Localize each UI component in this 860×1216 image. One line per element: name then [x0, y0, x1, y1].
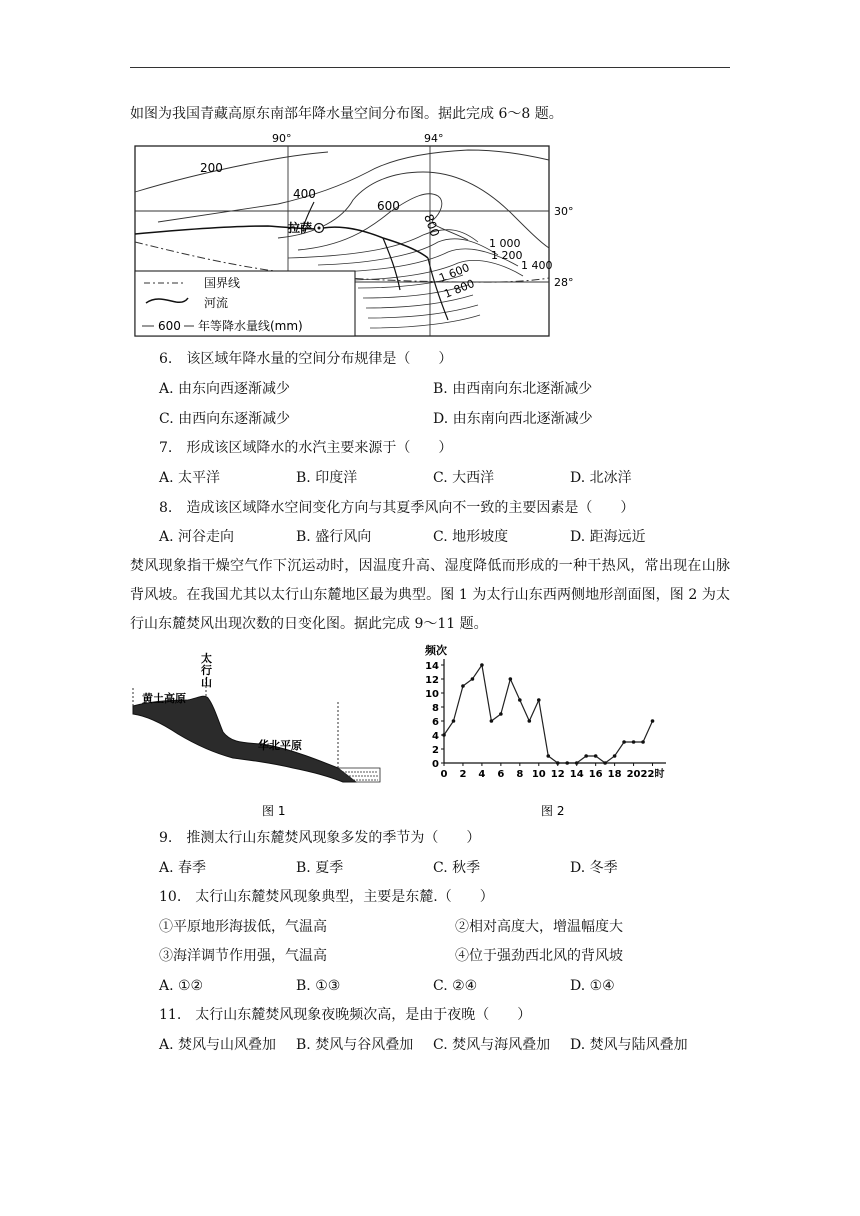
data-point: [509, 677, 513, 681]
q7-option-b[interactable]: B. 印度洋: [296, 470, 358, 486]
data-point: [452, 719, 456, 723]
isohyet-800-label: 800: [421, 212, 443, 239]
q9-option-c[interactable]: C. 秋季: [433, 860, 481, 876]
lat-28-label: 28°: [554, 276, 574, 289]
q9-option-a[interactable]: A. 春季: [159, 860, 207, 876]
x-tick-label: 10: [531, 769, 546, 780]
x-tick-label: 2: [459, 769, 467, 780]
q11-stem: 11. 太行山东麓焚风现象夜晚频次高，是由于夜晚（ ）: [159, 1007, 532, 1023]
figure-1-profile: [128, 650, 384, 820]
data-point: [480, 663, 484, 667]
data-point: [461, 684, 465, 688]
y-tick-label: 2: [432, 745, 439, 756]
chart-ylabel: 频次: [425, 644, 447, 657]
data-point: [575, 761, 579, 765]
y-tick-label: 0: [432, 759, 439, 770]
q6-option-c[interactable]: C. 由西向东逐渐减少: [159, 411, 291, 427]
data-point: [556, 761, 560, 765]
intro-text-2: 焚风现象指干燥空气作下沉运动时，因温度升高、湿度降低而形成的一种干热风，常出现在山脉背风坡。在我国尤其以太行山东麓地区最为典型。图 1 为太行山东西两侧地形剖面图，图 2 为太行山东麓焚风出现次数的日变化图。据此完成 9～11 题。: [130, 558, 730, 632]
data-point: [594, 754, 598, 758]
data-point: [632, 740, 636, 744]
q8-option-a[interactable]: A. 河谷走向: [159, 529, 235, 545]
figure-2-chart: [410, 642, 680, 820]
q10-option-b[interactable]: B. ①③: [296, 978, 341, 994]
x-tick-label: 14: [569, 769, 584, 780]
data-point: [442, 733, 446, 737]
q10-statement-1: ①平原地形海拔低，气温高: [159, 919, 327, 935]
q8-option-c[interactable]: C. 地形坡度: [433, 529, 509, 545]
fig1-plateau-label: 黄土高原: [142, 692, 186, 705]
q10-statement-3: ③海洋调节作用强，气温高: [159, 948, 327, 964]
y-tick-label: 8: [432, 703, 439, 714]
q10-statement-2: ②相对高度大，增温幅度大: [455, 919, 623, 935]
isohyet-400-label: 400: [293, 187, 316, 201]
y-tick-label: 10: [425, 689, 439, 700]
data-point: [499, 712, 503, 716]
x-tick-label: 16: [588, 769, 603, 780]
q11-option-a[interactable]: A. 焚风与山风叠加: [159, 1037, 277, 1053]
q10-statement-4: ④位于强劲西北风的背风坡: [455, 948, 623, 964]
fig1-plain-label: 华北平原: [258, 739, 302, 752]
q11-option-d[interactable]: D. 焚风与陆风叠加: [570, 1037, 688, 1053]
data-point: [641, 740, 645, 744]
legend-isohyet-label: 年等降水量线(mm): [198, 319, 303, 333]
lat-30-label: 30°: [554, 205, 574, 218]
isohyet-1400-label: 1 400: [521, 259, 553, 272]
q6-stem: 6. 该区域年降水量的空间分布规律是（ ）: [159, 351, 453, 367]
data-point: [603, 761, 607, 765]
x-tick-label: 8: [516, 769, 524, 780]
q8-option-d[interactable]: D. 距海远近: [570, 529, 646, 545]
q7-stem: 7. 形成该区域降水的水汽主要来源于（ ）: [159, 440, 453, 456]
q7-option-a[interactable]: A. 太平洋: [159, 470, 221, 486]
x-tick-label: 12: [550, 769, 565, 780]
lon-94-label: 94°: [424, 132, 444, 145]
q7-option-d[interactable]: D. 北冰洋: [570, 470, 632, 486]
data-point: [651, 719, 655, 723]
legend-river-label: 河流: [204, 296, 229, 310]
q6-option-d[interactable]: D. 由东南向西北逐渐减少: [433, 411, 593, 427]
fig1-mountain-label-3: 山: [201, 676, 212, 689]
isohyet-600-label: 600: [377, 199, 400, 213]
q8-stem: 8. 造成该区域降水空间变化方向与其夏季风向不一致的主要因素是（ ）: [159, 500, 635, 516]
q10-stem: 10. 太行山东麓焚风现象典型，主要是东麓.（ ）: [159, 889, 494, 905]
data-point: [490, 719, 494, 723]
data-point: [622, 740, 626, 744]
q10-option-c[interactable]: C. ②④: [433, 978, 478, 994]
fig1-mountain-label-2: 行: [201, 664, 212, 677]
data-point: [613, 754, 617, 758]
data-point: [471, 677, 475, 681]
y-tick-label: 12: [425, 675, 439, 686]
isohyet-1000-label: 1 000: [489, 237, 521, 250]
q10-option-d[interactable]: D. ①④: [570, 978, 615, 994]
q9-option-b[interactable]: B. 夏季: [296, 860, 344, 876]
data-point: [528, 719, 532, 723]
x-tick-label: 6: [497, 769, 505, 780]
q9-stem: 9. 推测太行山东麓焚风现象多发的季节为（ ）: [159, 830, 481, 846]
y-tick-label: 6: [432, 717, 439, 728]
q11-option-c[interactable]: C. 焚风与海风叠加: [433, 1037, 551, 1053]
y-tick-label: 14: [425, 661, 439, 672]
precipitation-map: [128, 130, 580, 342]
legend-border-label: 国界线: [204, 276, 241, 290]
data-point: [584, 754, 588, 758]
data-point: [546, 754, 550, 758]
legend-isohyet-sample: 600: [158, 319, 181, 333]
fig1-caption: 图 1: [262, 804, 286, 818]
data-point: [565, 761, 569, 765]
x-tick-label: 4: [478, 769, 486, 780]
q11-option-b[interactable]: B. 焚风与谷风叠加: [296, 1037, 414, 1053]
isohyet-200-label: 200: [200, 161, 223, 175]
q9-option-d[interactable]: D. 冬季: [570, 860, 618, 876]
q8-option-b[interactable]: B. 盛行风向: [296, 529, 372, 545]
isohyet-1600-label: 1 600: [437, 260, 472, 285]
q10-option-a[interactable]: A. ①②: [159, 978, 204, 994]
q6-option-a[interactable]: A. 由东向西逐渐减少: [159, 381, 291, 397]
series-line: [444, 665, 653, 763]
fig1-mountain-label-1: 太: [201, 652, 212, 665]
isohyet-1200-label: 1 200: [491, 249, 523, 262]
intro-text-1: 如图为我国青藏高原东南部年降水量空间分布图。据此完成 6～8 题。: [130, 106, 563, 122]
lon-90-label: 90°: [272, 132, 292, 145]
header-rule: [130, 67, 730, 68]
x-tick-label: 0: [440, 769, 448, 780]
data-point: [518, 698, 522, 702]
q7-option-c[interactable]: C. 大西洋: [433, 470, 495, 486]
fig2-caption: 图 2: [541, 804, 565, 818]
q6-option-b[interactable]: B. 由西南向东北逐渐减少: [433, 381, 593, 397]
x-tick-label: 18: [607, 769, 622, 780]
x-tick-label: 20: [626, 769, 641, 780]
y-tick-label: 4: [432, 731, 439, 742]
lhasa-label: 拉萨: [288, 221, 313, 235]
x-tick-label: 22时: [640, 769, 665, 780]
isohyet-1800-label: 1 800: [442, 276, 477, 301]
data-point: [537, 698, 541, 702]
